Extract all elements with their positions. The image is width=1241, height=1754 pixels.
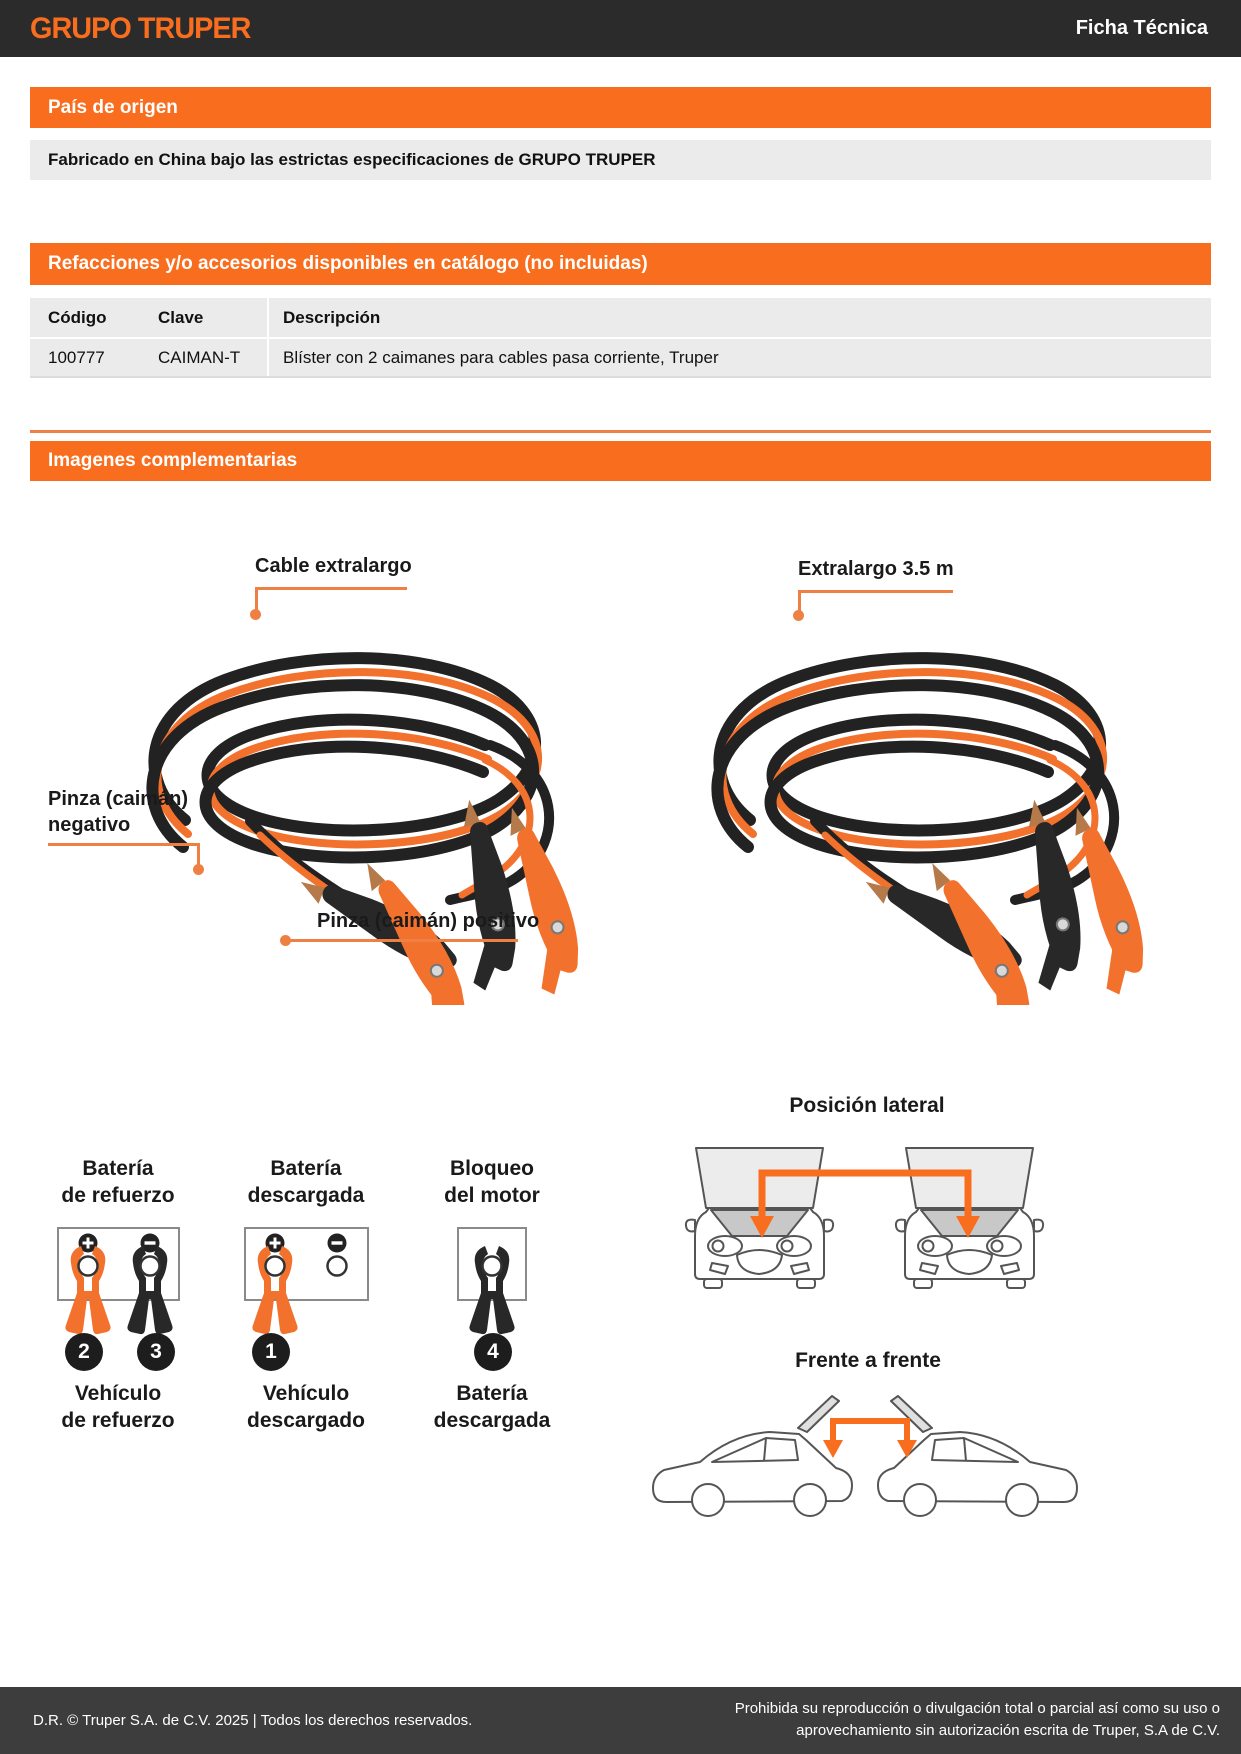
leader-dot-icon (193, 864, 204, 875)
table-header-row (30, 298, 1211, 339)
battery-title-refuerzo: Batería de refuerzo (61, 1157, 175, 1207)
leader-dot-icon (250, 609, 261, 620)
jumper-cables-image-right (655, 595, 1155, 1005)
callout-pinza-negativo: Pinza (caimán) negativo (48, 788, 189, 836)
car-side-view (653, 1396, 852, 1516)
section-bar-pais-de-origen: País de origen (30, 87, 1211, 128)
callout-extralargo-35m: Extralargo 3.5 m (798, 558, 954, 580)
leader-line (48, 843, 200, 846)
accessories-table (30, 298, 1211, 378)
front-to-front-title: Frente a frente (795, 1349, 941, 1372)
doc-type-label: Ficha Técnica (1075, 17, 1208, 39)
header-bar (0, 0, 1241, 57)
caption-bateria-descargada: Batería descargada (433, 1382, 551, 1432)
arrow-down-icon (823, 1440, 843, 1458)
battery-title-bloqueo: Bloqueo del motor (444, 1157, 540, 1207)
step-badge-1: 1 (252, 1333, 290, 1371)
leader-dot-icon (793, 610, 804, 621)
section-divider-line (30, 430, 1211, 433)
cell-descripcion: Blíster con 2 caimanes para cables pasa corriente, Truper (267, 339, 1211, 376)
footer-legal: Prohibida su reproducción o divulgación total o parcial así como su uso o aprovechamiento sin autorización escrita de Truper, S.A de C.V. (734, 1700, 1220, 1739)
footer-copyright: D.R. © Truper S.A. de C.V. 2025 | Todos los derechos reservados. (33, 1712, 473, 1729)
truper-logo: GRUPO TRUPER (30, 12, 251, 45)
section-bar-imagenes: Imagenes complementarias (30, 441, 1211, 481)
battery-title-descargada: Batería descargada (247, 1157, 365, 1207)
cell-codigo: 100777 (48, 348, 105, 367)
position-lateral-title: Posición lateral (789, 1094, 945, 1117)
col-header-clave: Clave (158, 308, 204, 327)
battery-post (328, 1257, 347, 1276)
step-badge-3: 3 (137, 1333, 175, 1371)
col-header-descripcion: Descripción (267, 298, 1211, 337)
minus-terminal-icon (328, 1234, 347, 1253)
table-row (30, 339, 1211, 376)
col-header-codigo: Código (48, 308, 107, 327)
front-cars-illustration (640, 1140, 1100, 1300)
battery-post (266, 1257, 285, 1276)
step-badge-2: 2 (65, 1333, 103, 1371)
caption-vehiculo-refuerzo: Vehículo de refuerzo (61, 1382, 175, 1432)
leader-line (255, 587, 407, 590)
callout-pinza-positivo: Pinza (caimán) positivo (317, 910, 540, 932)
caption-vehiculo-descargado: Vehículo descargado (247, 1382, 365, 1432)
step-badge-4: 4 (474, 1333, 512, 1371)
section-bar-refacciones: Refacciones y/o accesorios disponibles en catálogo (no incluidas) (30, 243, 1211, 285)
cable-route-line (833, 1421, 907, 1442)
leader-line (289, 939, 518, 942)
battery-post (79, 1257, 98, 1276)
leader-line (798, 590, 801, 612)
battery-post (141, 1257, 160, 1276)
origin-text: Fabricado en China bajo las estrictas especificaciones de GRUPO TRUPER (30, 140, 1211, 180)
battery-post (483, 1257, 502, 1276)
leader-line (255, 587, 258, 611)
leader-line (798, 590, 953, 593)
side-cars-illustration (620, 1390, 1110, 1520)
cell-clave: CAIMAN-T (158, 348, 241, 367)
callout-cable-extralargo: Cable extralargo (255, 555, 412, 577)
